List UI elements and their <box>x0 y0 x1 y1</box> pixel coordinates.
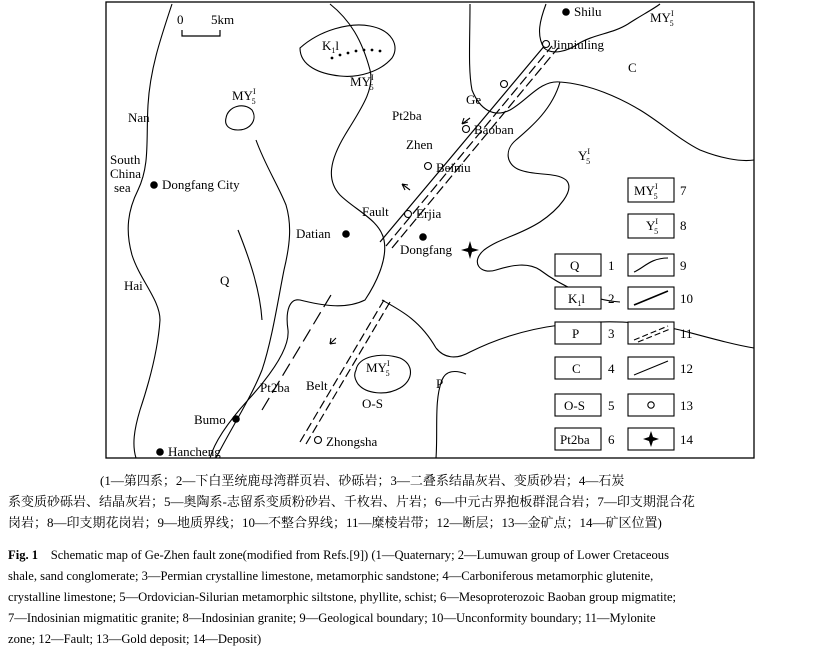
label-shilu: Shilu <box>574 4 602 19</box>
label-fault: Fault <box>362 204 389 219</box>
label-pt2ba-bottom: Pt2ba <box>260 380 290 395</box>
scale-distance: 5km <box>211 12 235 27</box>
legend-c: C <box>572 361 581 376</box>
legend-no-8: 8 <box>680 218 687 233</box>
caption-chinese <box>8 470 808 533</box>
label-sea: sea <box>114 180 131 195</box>
legend-k1l: $K_1l$ <box>568 291 586 308</box>
label-my-top-right: $M\Upsilon^I$ 5 <box>650 9 674 28</box>
label-q: Q <box>220 273 230 288</box>
label-south: South <box>110 152 141 167</box>
legend-p: P <box>572 326 580 341</box>
legend-no-12: 12 <box>680 361 693 376</box>
label-my-left: $M\Upsilon^I$ 5 <box>232 87 256 106</box>
legend <box>555 178 694 450</box>
label-zhen: Zhen <box>406 137 433 152</box>
label-pt2ba-top: Pt2ba <box>392 108 422 123</box>
caption-cn-line-2: 系变质砂砾岩、结晶灰岩；5—奥陶系-志留系变质粉砂岩、千枚岩、片岩；6—中元古界抱板群混合岩；7—印支期混合花 <box>8 494 695 509</box>
legend-no-11: 11 <box>680 326 693 341</box>
caption-cn-line-3: 岗岩；8—印支期花岗岩；9—地质界线；10—不整合界线；11—糜棱岩带；12—断层；13—金矿点；14—矿区位置) <box>8 515 662 530</box>
caption-en-title: Schematic map of Ge-Zhen fault zone(modified from Refs.[9]) (1—Quaternary; 2—Lumuwan group of Lower Cretaceous <box>50 548 669 562</box>
label-gamma: $\Upsilon^I$ 5 <box>578 147 591 166</box>
label-beiniu: Beiniu <box>436 160 471 175</box>
label-nan: Nan <box>128 110 150 125</box>
scale-zero: 0 <box>177 12 184 27</box>
scale-bar <box>177 12 234 36</box>
legend-no-9: 9 <box>680 258 687 273</box>
label-hai: Hai <box>124 278 143 293</box>
label-bumo: Bumo <box>194 412 226 427</box>
legend-gamma: $\Upsilon^I$ 5 <box>646 217 659 236</box>
caption-cn-line-1: (1—第四系；2—下白垩统鹿母湾群页岩、砂砾岩；3—二叠系结晶灰岩、变质砂岩；4—石炭 <box>100 473 625 488</box>
label-my-top: $M\Upsilon^I$ 5 <box>350 73 374 92</box>
label-dongfang: Dongfang <box>400 242 452 257</box>
deposit-star <box>461 241 479 259</box>
label-hancheng: Hancheng <box>168 444 221 459</box>
label-datian: Datian <box>296 226 331 241</box>
label-my-bottom: $M\Upsilon^I$ 5 <box>366 359 390 378</box>
label-ge: Ge <box>466 92 482 107</box>
caption-en-line-3: crystalline limestone; 5—Ordovician-Silurian metamorphic siltstone, phyllite, schist; 6—Mesoproterozoic Baoban group migmatite; <box>8 590 677 604</box>
label-p: P <box>436 376 444 391</box>
label-belt: Belt <box>306 378 328 393</box>
caption-english <box>8 545 808 650</box>
label-os: O-S <box>362 396 383 411</box>
legend-no-10: 10 <box>680 291 693 306</box>
legend-os: O-S <box>564 398 585 413</box>
legend-pt2ba: Pt2ba <box>560 432 590 447</box>
label-zhongsha: Zhongsha <box>326 434 378 449</box>
label-china: China <box>110 166 142 181</box>
label-k1l: $K_1l$ <box>322 38 340 55</box>
legend-no-6: 6 <box>608 432 615 447</box>
legend-no-1: 1 <box>608 258 615 273</box>
caption-en-line-5: zone; 12—Fault; 13—Gold deposit; 14—Deposit) <box>8 632 262 646</box>
legend-no-4: 4 <box>608 361 615 376</box>
legend-no-5: 5 <box>608 398 615 413</box>
caption-en-line-4: 7—Indosinian migmatitic granite; 8—Indosinian granite; 9—Geological boundary; 10—Unconformity boundary; 11—Mylonite <box>8 611 656 625</box>
figure-number: Fig. 1 <box>8 548 39 562</box>
label-baoban: Baoban <box>474 122 514 137</box>
caption-en-line-2: shale, sand conglomerate; 3—Permian crystalline limestone, metamorphic sandstone; 4—Carboniferous metamorphic glutenite, <box>8 569 654 583</box>
label-dongfang-city: Dongfang City <box>162 177 240 192</box>
legend-my: $M\Upsilon^I$ 5 <box>634 182 658 201</box>
legend-no-13: 13 <box>680 398 693 413</box>
legend-no-2: 2 <box>608 291 615 306</box>
label-jinniuling: Jinniuling <box>552 37 605 52</box>
legend-no-14: 14 <box>680 432 693 447</box>
legend-q: Q <box>570 258 580 273</box>
legend-no-3: 3 <box>608 326 615 341</box>
caption-en-line-1 <box>8 545 808 566</box>
label-c: C <box>628 60 637 75</box>
label-erjia: Erjia <box>416 206 442 221</box>
legend-no-7: 7 <box>680 183 687 198</box>
